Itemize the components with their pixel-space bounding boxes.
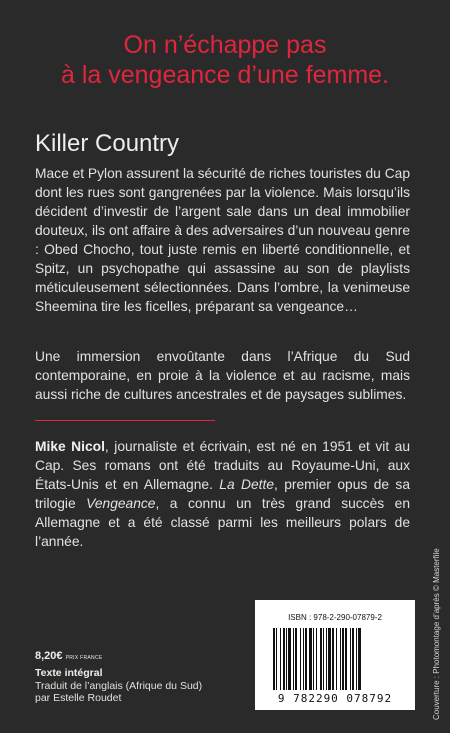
barcode-bar	[313, 628, 314, 690]
ean-digits: 9 782290 078792	[277, 692, 393, 705]
barcode-bar	[300, 628, 301, 690]
author-bio-text-3: , a connu un très grand succès en Allemagne et a été classé parmi les meilleurs polars de l’année.	[35, 496, 410, 549]
price	[35, 650, 103, 662]
price-amount: 8,20€	[35, 650, 63, 662]
section-divider	[35, 420, 215, 421]
tagline-line-1: On n’échappe pas	[123, 31, 327, 59]
barcode-bar	[273, 628, 275, 690]
tagline	[0, 30, 450, 90]
barcode-bar	[320, 628, 322, 690]
author-bio-text-1: , journaliste et écrivain, est né en 1951 et vit au Cap. Ses romans ont été traduits au Royaume-Uni, aux États-Unis et en Allemagne.	[35, 439, 411, 492]
book-title: Killer Country	[35, 130, 180, 157]
barcode-bar	[283, 628, 285, 690]
price-label: PRIX FRANCE	[65, 655, 103, 661]
barcode-bar	[303, 628, 304, 690]
barcode-bar	[295, 628, 297, 690]
barcode-bar	[358, 628, 361, 690]
barcode-bar	[309, 628, 312, 690]
edition-credits	[35, 667, 202, 705]
barcode-bar	[316, 628, 317, 690]
barcode-bar	[326, 628, 327, 690]
book-pitch: Une immersion envoûtante dans l’Afrique du Sud contemporaine, en proie à la violence et au racisme, mais aussi riche de cultures ancestrales et de paysages sublimes.	[35, 349, 410, 402]
barcode-bar	[340, 628, 341, 690]
author-book-title: La Dette	[219, 477, 275, 492]
barcode-bars	[273, 628, 397, 690]
cover-credit: Couverture : Photomontage d’après © Masterfile	[432, 548, 441, 720]
barcode-bar	[280, 628, 281, 690]
author-name: Mike Nicol	[35, 439, 105, 454]
barcode-bar	[305, 628, 307, 690]
translation-note: Traduit de l’anglais (Afrique du Sud)	[35, 679, 203, 692]
barcode-box	[255, 600, 415, 710]
barcode-bar	[332, 628, 334, 690]
author-bio-text-2: , premier opus de sa trilogie	[35, 477, 410, 511]
barcode-bar	[356, 628, 357, 690]
barcode-bar	[293, 628, 294, 690]
barcode-bar	[342, 628, 344, 690]
author-bio	[35, 437, 410, 551]
barcode-bar	[328, 628, 331, 690]
tagline-line-2: à la vengeance d’une femme.	[61, 61, 389, 89]
translator-name: par Estelle Roudet	[35, 692, 122, 704]
barcode-bar	[323, 628, 324, 690]
barcode-bar	[276, 628, 277, 690]
isbn-label: ISBN : 978-2-290-07879-2	[288, 613, 382, 622]
trilogy-title: Vengeance	[86, 496, 156, 511]
edition-heading: Texte intégral	[35, 667, 103, 679]
barcode-bar	[352, 628, 354, 690]
book-summary: Mace et Pylon assurent la sécurité de riches touristes du Cap dont les rues sont gangrenées par la violence. Mais lorsqu’ils décident d’investir de l’argent sale dans un deal immobilier douteux, ils ont affaire à des adversaires d’un nouveau genre : Obed Chocho, tout juste remis en liberté conditionnelle, et Spitz, un psychopathe qui assassine au son de playlists méticuleusement sélectionnées. Dans l’ombre, la venimeuse Sheemina tire les ficelles, préparant sa vengeance…	[35, 166, 411, 314]
barcode-bar	[288, 628, 291, 690]
barcode-bar	[345, 628, 347, 690]
barcode-bar	[286, 628, 287, 690]
barcode-bar	[350, 628, 351, 690]
barcode-bar	[336, 628, 337, 690]
